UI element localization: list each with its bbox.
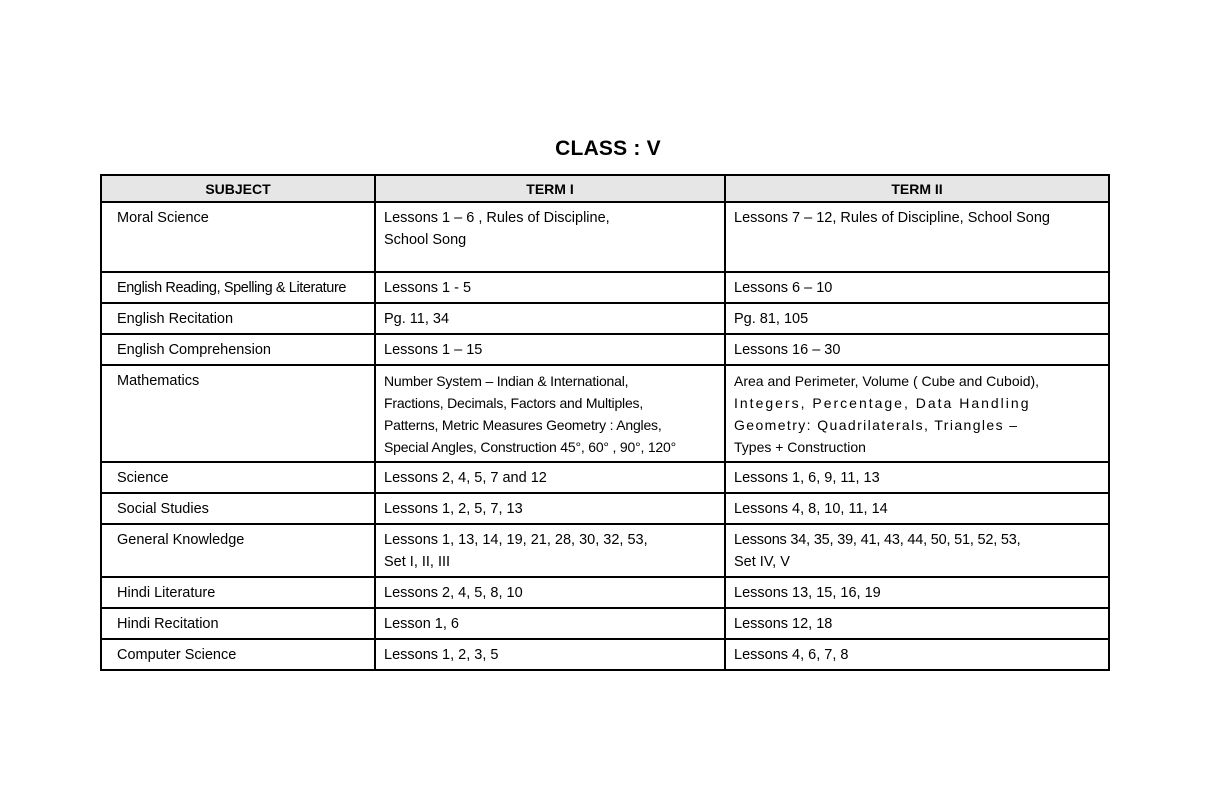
cell-line: Geometry: Quadrilaterals, Triangles – — [734, 417, 1019, 433]
cell-line: Lessons 1, 13, 14, 19, 21, 28, 30, 32, 53, — [384, 532, 648, 548]
term2-cell — [725, 202, 1109, 272]
page-title: CLASS : V — [555, 137, 661, 160]
table-header-row — [101, 175, 1109, 202]
cell-line: Area and Perimeter, Volume ( Cube and Cuboid), — [734, 373, 1040, 389]
subject-cell: General Knowledge — [101, 524, 375, 577]
table-row — [101, 577, 1109, 608]
header-term2: TERM II — [725, 175, 1109, 202]
term2-cell — [725, 365, 1109, 462]
subject-cell: Social Studies — [101, 493, 375, 524]
subject-cell: Hindi Recitation — [101, 608, 375, 639]
term2-cell: Lessons 13, 15, 16, 19 — [725, 577, 1109, 608]
table-row — [101, 524, 1109, 577]
table-row — [101, 639, 1109, 670]
subject-cell: Moral Science — [101, 202, 375, 272]
term1-cell: Lessons 1, 2, 5, 7, 13 — [375, 493, 725, 524]
term1-cell — [375, 524, 725, 577]
cell-line: Integers, Percentage, Data Handling — [734, 395, 1031, 411]
table-row — [101, 272, 1109, 303]
subject-cell: Mathematics — [101, 365, 375, 462]
cell-line: Lessons 7 – 12, Rules of Discipline, School Song — [734, 210, 1050, 226]
term2-cell: Lessons 1, 6, 9, 11, 13 — [725, 462, 1109, 493]
term1-cell: Lesson 1, 6 — [375, 608, 725, 639]
cell-line: Lessons 34, 35, 39, 41, 43, 44, 50, 51, 52, 53, — [734, 532, 1021, 548]
syllabus-table — [100, 174, 1110, 671]
term2-cell: Lessons 4, 6, 7, 8 — [725, 639, 1109, 670]
table-row — [101, 303, 1109, 334]
table-row — [101, 365, 1109, 462]
subject-cell: Computer Science — [101, 639, 375, 670]
table-row — [101, 202, 1109, 272]
term1-cell: Lessons 2, 4, 5, 8, 10 — [375, 577, 725, 608]
table-row — [101, 608, 1109, 639]
header-subject: SUBJECT — [101, 175, 375, 202]
term1-cell: Lessons 1 - 5 — [375, 272, 725, 303]
table-row — [101, 462, 1109, 493]
table-row — [101, 493, 1109, 524]
cell-line: Number System – Indian & International, — [384, 373, 629, 389]
term1-cell — [375, 202, 725, 272]
cell-line: Set IV, V — [734, 554, 790, 570]
table-row — [101, 334, 1109, 365]
cell-line: Set I, II, III — [384, 554, 451, 570]
term2-cell: Pg. 81, 105 — [725, 303, 1109, 334]
cell-line: Types + Construction — [734, 439, 866, 455]
term2-cell: Lessons 16 – 30 — [725, 334, 1109, 365]
subject-cell: English Comprehension — [101, 334, 375, 365]
term2-cell: Lessons 4, 8, 10, 11, 14 — [725, 493, 1109, 524]
header-term1: TERM I — [375, 175, 725, 202]
term1-cell: Lessons 2, 4, 5, 7 and 12 — [375, 462, 725, 493]
term2-cell: Lessons 6 – 10 — [725, 272, 1109, 303]
subject-cell: English Recitation — [101, 303, 375, 334]
term1-cell — [375, 365, 725, 462]
term2-cell — [725, 524, 1109, 577]
term1-cell: Lessons 1 – 15 — [375, 334, 725, 365]
subject-cell: Science — [101, 462, 375, 493]
subject-cell: Hindi Literature — [101, 577, 375, 608]
term1-cell: Pg. 11, 34 — [375, 303, 725, 334]
term2-cell: Lessons 12, 18 — [725, 608, 1109, 639]
cell-line: School Song — [384, 232, 467, 248]
cell-line: Patterns, Metric Measures Geometry : Angles, — [384, 417, 662, 433]
cell-line: Lessons 1 – 6 , Rules of Discipline, — [384, 210, 610, 226]
subject-cell: English Reading, Spelling & Literature — [101, 272, 375, 303]
term1-cell: Lessons 1, 2, 3, 5 — [375, 639, 725, 670]
cell-line: Special Angles, Construction 45°, 60° , 90°, 120° — [384, 439, 676, 455]
cell-line: Fractions, Decimals, Factors and Multiples, — [384, 395, 644, 411]
